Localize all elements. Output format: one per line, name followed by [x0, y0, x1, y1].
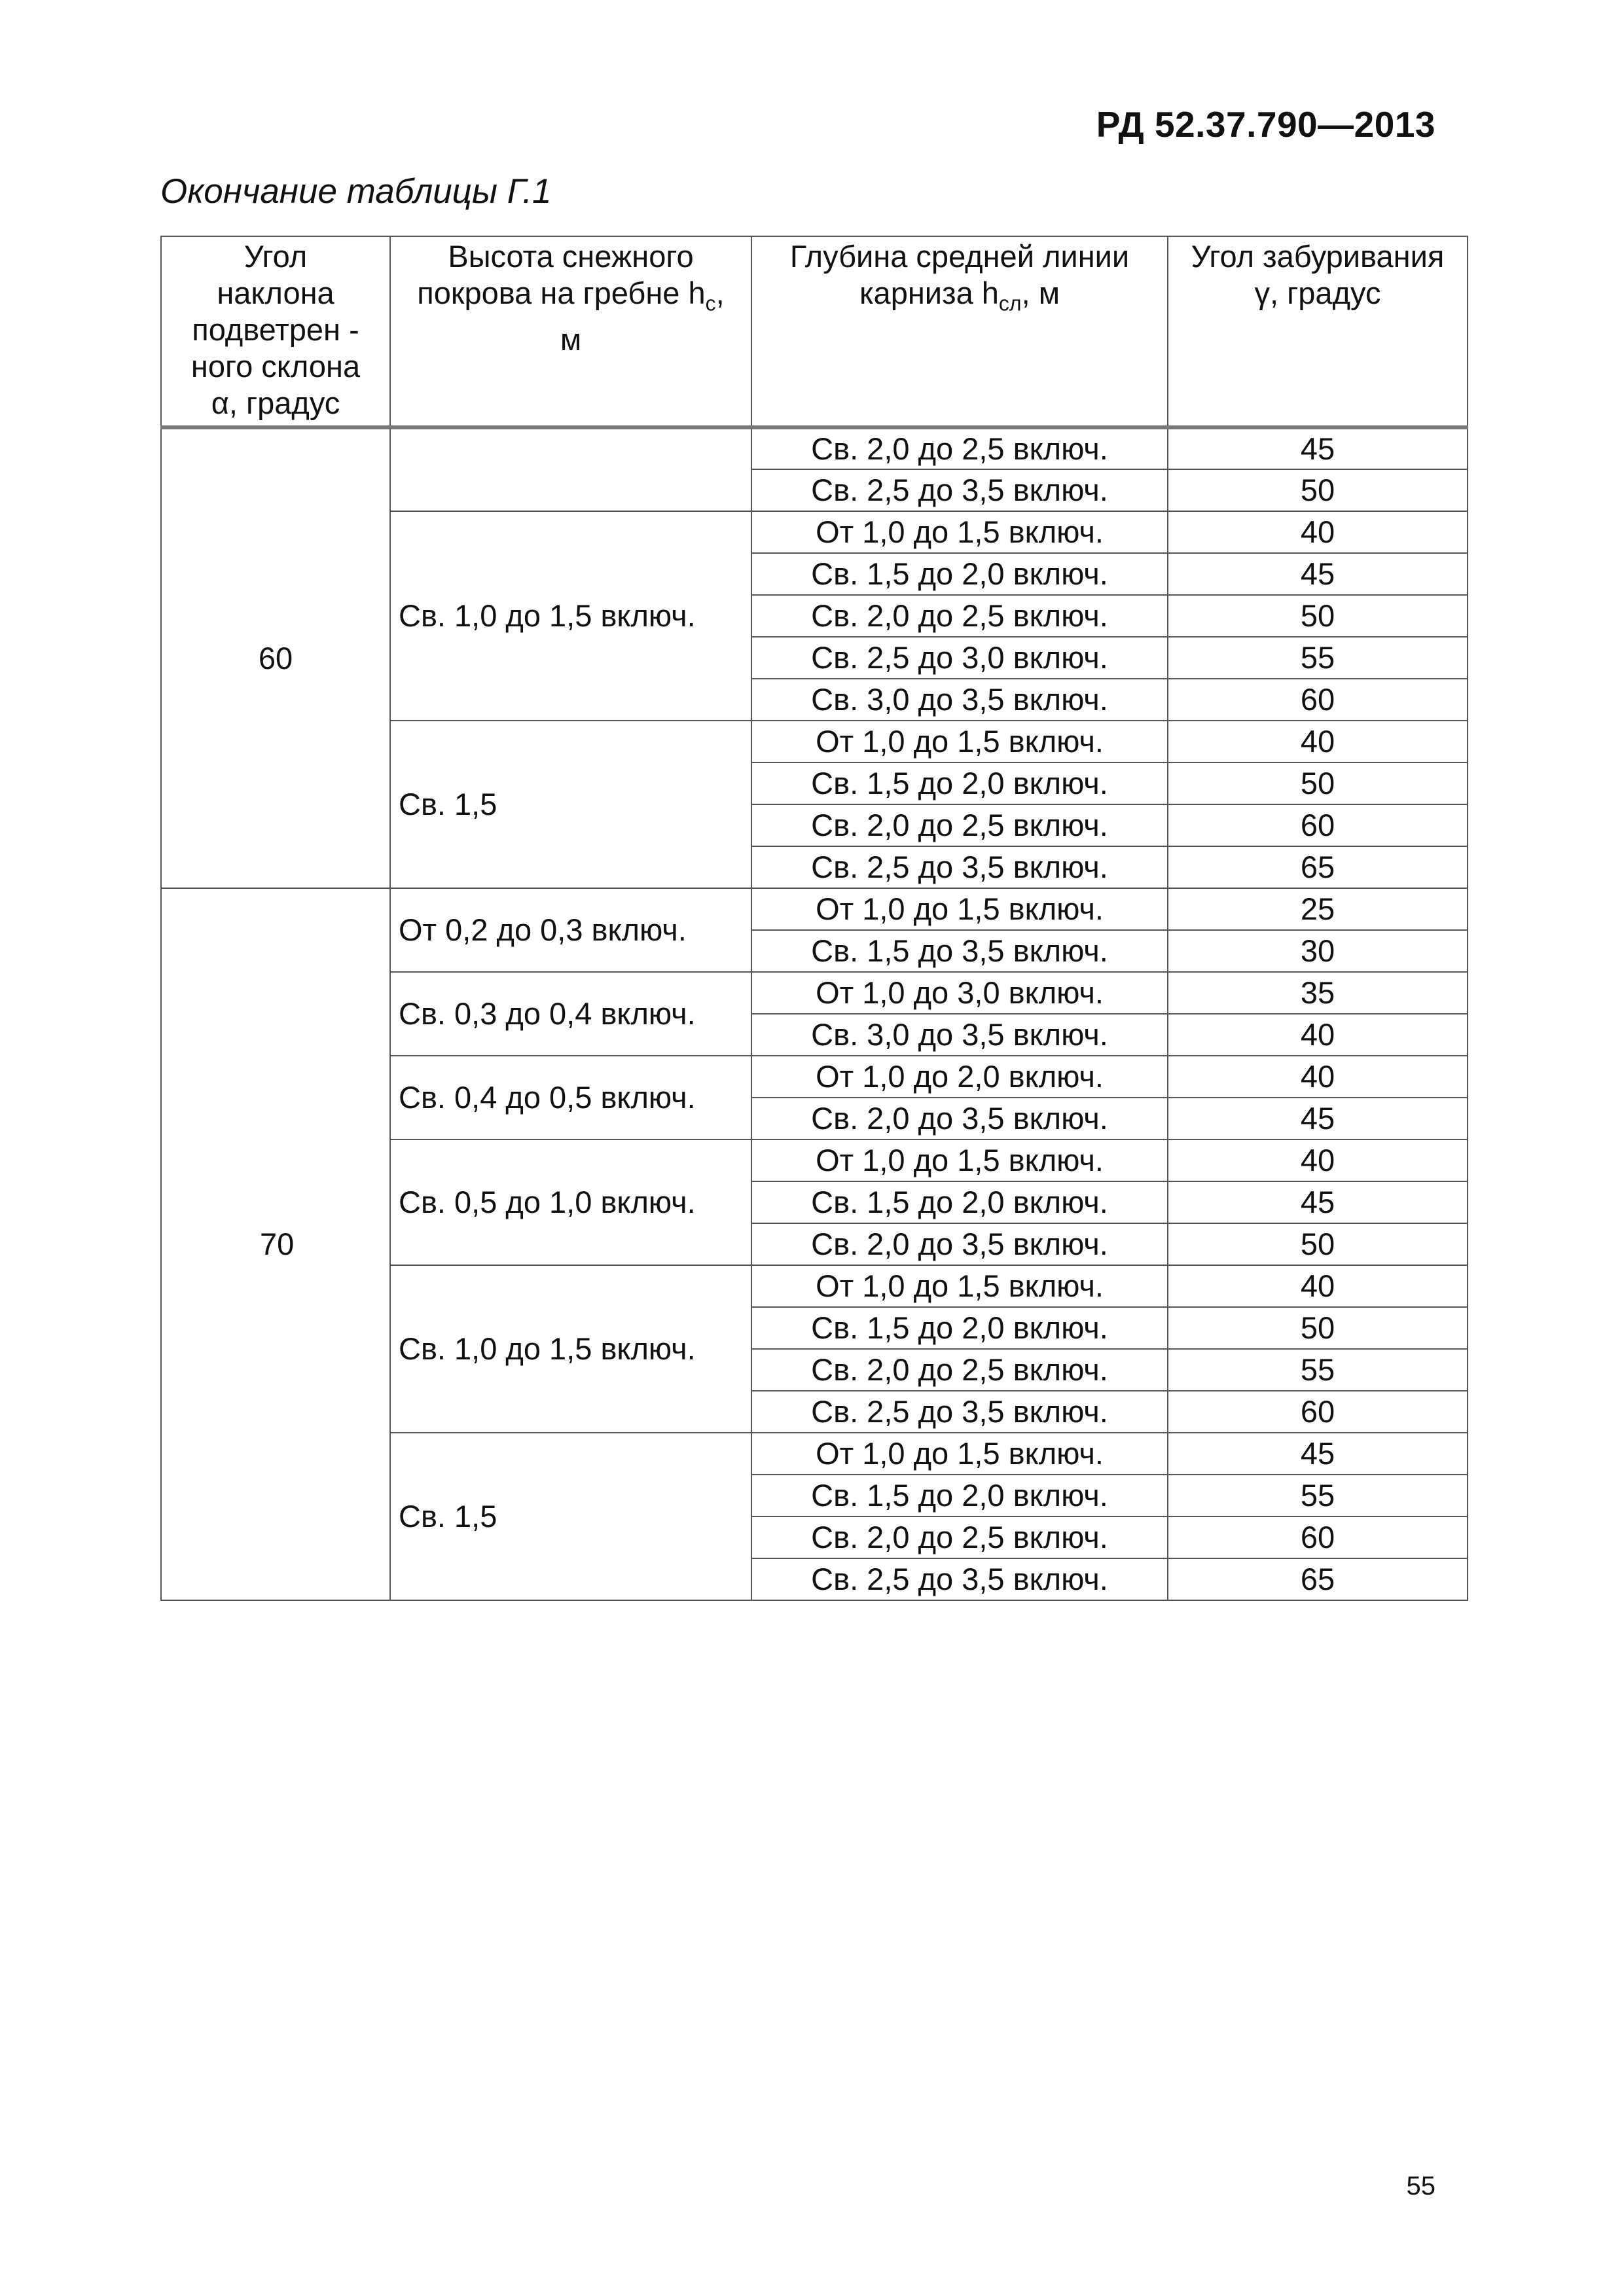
angle-cell: 55: [1168, 637, 1468, 679]
depth-cell: Св. 1,5 до 2,0 включ.: [751, 553, 1168, 595]
depth-cell: Св. 2,0 до 3,5 включ.: [751, 1223, 1168, 1265]
angle-cell: 65: [1168, 1558, 1468, 1600]
depth-cell: От 1,0 до 1,5 включ.: [751, 1265, 1168, 1307]
depth-cell: Св. 2,0 до 2,5 включ.: [751, 1516, 1168, 1558]
snow-cell: [390, 427, 751, 511]
angle-cell: 65: [1168, 846, 1468, 888]
snow-cell: Св. 1,5: [390, 721, 751, 888]
angle-cell: 45: [1168, 553, 1468, 595]
angle-cell: 45: [1168, 1098, 1468, 1139]
angle-cell: 30: [1168, 930, 1468, 972]
table-header-row: [161, 236, 1468, 427]
angle-cell: 45: [1168, 427, 1468, 469]
depth-cell: Св. 1,5 до 2,0 включ.: [751, 1307, 1168, 1349]
header-cornice-depth: Глубина средней линии карниза $h_{сл}$, м: [751, 236, 1168, 427]
angle-cell: 50: [1168, 595, 1468, 637]
depth-cell: Св. 2,0 до 3,5 включ.: [751, 1098, 1168, 1139]
page-number: 55: [1406, 2172, 1435, 2200]
depth-cell: От 1,0 до 1,5 включ.: [751, 888, 1168, 930]
depth-cell: Св. 1,5 до 2,0 включ.: [751, 1475, 1168, 1516]
angle-cell: 40: [1168, 511, 1468, 553]
snow-cell: Св. 0,5 до 1,0 включ.: [390, 1139, 751, 1265]
document-code: РД 52.37.790—2013: [1096, 104, 1435, 145]
angle-cell: 40: [1168, 1014, 1468, 1056]
angle-cell: 60: [1168, 804, 1468, 846]
angle-cell: 25: [1168, 888, 1468, 930]
depth-cell: Св. 2,5 до 3,5 включ.: [751, 1391, 1168, 1433]
snow-cell: От 0,2 до 0,3 включ.: [390, 888, 751, 972]
angle-cell: 40: [1168, 1139, 1468, 1181]
header-alpha: Угол наклона подветрен - ного склона α, градус: [161, 236, 390, 427]
angle-cell: 45: [1168, 1181, 1468, 1223]
depth-cell: Св. 2,5 до 3,0 включ.: [751, 637, 1168, 679]
angle-cell: 45: [1168, 1433, 1468, 1475]
depth-cell: От 1,0 до 1,5 включ.: [751, 511, 1168, 553]
angle-cell: 50: [1168, 1307, 1468, 1349]
snow-cell: Св. 1,5: [390, 1433, 751, 1600]
angle-cell: 55: [1168, 1349, 1468, 1391]
depth-cell: Св. 2,5 до 3,5 включ.: [751, 1558, 1168, 1600]
alpha-cell: 70: [161, 888, 390, 1600]
snow-cornice-table: [160, 236, 1468, 1601]
table-row: [161, 427, 1468, 469]
snow-cell: Св. 1,0 до 1,5 включ.: [390, 511, 751, 721]
depth-cell: От 1,0 до 1,5 включ.: [751, 1433, 1168, 1475]
angle-cell: 50: [1168, 1223, 1468, 1265]
angle-cell: 60: [1168, 1516, 1468, 1558]
header-drill-angle: Угол забуривания γ, градус: [1168, 236, 1468, 427]
table-caption: Окончание таблицы Г.1: [160, 172, 552, 211]
depth-cell: От 1,0 до 1,5 включ.: [751, 1139, 1168, 1181]
depth-cell: Св. 2,0 до 2,5 включ.: [751, 427, 1168, 469]
angle-cell: 35: [1168, 972, 1468, 1014]
depth-cell: Св. 2,5 до 3,5 включ.: [751, 846, 1168, 888]
depth-cell: Св. 3,0 до 3,5 включ.: [751, 679, 1168, 721]
table-row: [161, 888, 1468, 930]
angle-cell: 60: [1168, 679, 1468, 721]
depth-cell: Св. 1,5 до 3,5 включ.: [751, 930, 1168, 972]
depth-cell: Св. 2,0 до 2,5 включ.: [751, 595, 1168, 637]
angle-cell: 40: [1168, 1265, 1468, 1307]
angle-cell: 50: [1168, 762, 1468, 804]
angle-cell: 55: [1168, 1475, 1468, 1516]
angle-cell: 40: [1168, 1056, 1468, 1098]
snow-cell: Св. 0,3 до 0,4 включ.: [390, 972, 751, 1056]
snow-cell: Св. 1,0 до 1,5 включ.: [390, 1265, 751, 1433]
depth-cell: От 1,0 до 3,0 включ.: [751, 972, 1168, 1014]
depth-cell: Св. 3,0 до 3,5 включ.: [751, 1014, 1168, 1056]
angle-cell: 60: [1168, 1391, 1468, 1433]
angle-cell: 50: [1168, 469, 1468, 511]
angle-cell: 40: [1168, 721, 1468, 762]
depth-cell: Св. 1,5 до 2,0 включ.: [751, 762, 1168, 804]
depth-cell: Св. 2,5 до 3,5 включ.: [751, 469, 1168, 511]
depth-cell: От 1,0 до 2,0 включ.: [751, 1056, 1168, 1098]
alpha-cell: 60: [161, 427, 390, 888]
depth-cell: Св. 2,0 до 2,5 включ.: [751, 804, 1168, 846]
depth-cell: Св. 1,5 до 2,0 включ.: [751, 1181, 1168, 1223]
snow-cell: Св. 0,4 до 0,5 включ.: [390, 1056, 751, 1139]
depth-cell: От 1,0 до 1,5 включ.: [751, 721, 1168, 762]
header-snow-height: Высота снежного покрова на гребне $h_с$, м: [390, 236, 751, 427]
depth-cell: Св. 2,0 до 2,5 включ.: [751, 1349, 1168, 1391]
